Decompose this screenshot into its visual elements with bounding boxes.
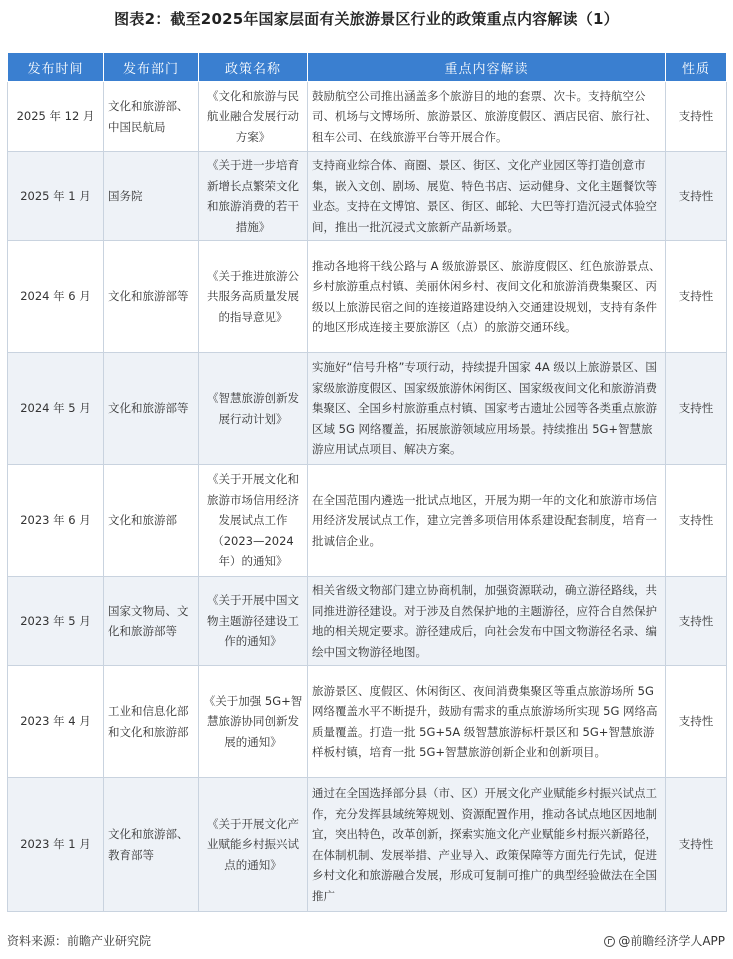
- header-nature: 性质: [666, 53, 727, 82]
- cell-nature: 支持性: [666, 241, 727, 353]
- cell-nature: 支持性: [666, 82, 727, 152]
- cell-policy-name: 《关于开展文化和旅游市场信用经济发展试点工作（2023—2024 年）的通知》: [199, 465, 308, 577]
- table-row: [8, 778, 727, 912]
- header-key-content: 重点内容解读: [308, 53, 666, 82]
- cell-policy-name: 《关于开展文化产业赋能乡村振兴试点的通知》: [199, 778, 308, 912]
- cell-nature: 支持性: [666, 577, 727, 666]
- brand-credit-text: @前瞻经济学人APP: [618, 934, 725, 948]
- header-date: 发布时间: [8, 53, 104, 82]
- cell-dept: 文化和旅游部、中国民航局: [104, 82, 199, 152]
- cell-key-content: 通过在全国选择部分县（市、区）开展文化产业赋能乡村振兴试点工作，充分发挥县域统筹规划、资源配置作用，推动各试点地区因地制宜，突出特色，改革创新，探索实施文化产业赋能乡村振兴新路径，在体制机制、发展举措、产业导入、政策保障等方面先行先试，促进乡村文化和旅游融合发展，形成可复制可推广的典型经验做法在全国推广: [308, 778, 666, 912]
- cell-nature: 支持性: [666, 465, 727, 577]
- cell-dept: 国家文物局、文化和旅游部等: [104, 577, 199, 666]
- table-row: [8, 465, 727, 577]
- cell-nature: 支持性: [666, 778, 727, 912]
- header-dept: 发布部门: [104, 53, 199, 82]
- source-note: 资料来源：前瞻产业研究院: [7, 934, 152, 948]
- cell-policy-name: 《关于开展中国文物主题游径建设工作的通知》: [199, 577, 308, 666]
- brand-credit: [604, 932, 725, 949]
- cell-date: 2023 年 4 月: [8, 666, 104, 778]
- cell-date: 2024 年 6 月: [8, 241, 104, 353]
- table-header-row: [8, 53, 727, 82]
- cell-date: 2025 年 1 月: [8, 152, 104, 241]
- cell-dept: 文化和旅游部、教育部等: [104, 778, 199, 912]
- table-row: [8, 666, 727, 778]
- cell-dept: 文化和旅游部: [104, 465, 199, 577]
- cell-nature: 支持性: [666, 353, 727, 465]
- cell-key-content: 支持商业综合体、商圈、景区、街区、文化产业园区等打造创意市集，嵌入文创、剧场、展览、特色书店、运动健身、文化主题餐饮等业态。支持在文博馆、景区、街区、邮轮、大巴等打造沉浸式体验空间，推出一批沉浸式文旅新产品新场景。: [308, 152, 666, 241]
- page-title: 图表2：截至2025年国家层面有关旅游景区行业的政策重点内容解读（1）: [114, 10, 619, 28]
- header-policy-name: 政策名称: [199, 53, 308, 82]
- cell-key-content: 相关省级文物部门建立协商机制，加强资源联动，确立游径路线，共同推进游径建设。对于涉及自然保护地的主题游径，应符合自然保护地的相关规定要求。游径建成后，向社会发布中国文物游径名录、编绘中国文物游径地图。: [308, 577, 666, 666]
- cell-key-content: 实施好“信号升格”专项行动，持续提升国家 4A 级以上旅游景区、国家级旅游度假区、国家级旅游休闲街区、国家级夜间文化和旅游消费集聚区、全国乡村旅游重点村镇、国家考古遗址公园等各类重点旅游区域 5G 网络覆盖，拓展旅游领域应用场景。持续推出 5G+智慧旅游应用试点项目、解决方案。: [308, 353, 666, 465]
- cell-key-content: 推动各地将干线公路与 A 级旅游景区、旅游度假区、红色旅游景点、乡村旅游重点村镇、美丽休闲乡村、夜间文化和旅游消费集聚区、丙级以上旅游民宿之间的连接道路建设纳入交通建设规划，支持有条件的地区形成连接主要旅游区（点）的旅游交通环线。: [308, 241, 666, 353]
- cell-dept: 文化和旅游部等: [104, 353, 199, 465]
- cell-policy-name: 《智慧旅游创新发展行动计划》: [199, 353, 308, 465]
- cell-dept: 工业和信息化部和文化和旅游部: [104, 666, 199, 778]
- table-row: [8, 152, 727, 241]
- cell-date: 2023 年 1 月: [8, 778, 104, 912]
- table-row: [8, 241, 727, 353]
- cell-policy-name: 《关于加强 5G+智慧旅游协同创新发展的通知》: [199, 666, 308, 778]
- cell-key-content: 鼓励航空公司推出涵盖多个旅游目的地的套票、次卡。支持航空公司、机场与文博场所、旅游景区、旅游度假区、酒店民宿、旅行社、租车公司、在线旅游平台等开展合作。: [308, 82, 666, 152]
- table-row: [8, 353, 727, 465]
- cell-nature: 支持性: [666, 152, 727, 241]
- cell-dept: 文化和旅游部等: [104, 241, 199, 353]
- table-row: [8, 577, 727, 666]
- cell-key-content: 在全国范围内遴选一批试点地区，开展为期一年的文化和旅游市场信用经济发展试点工作，建立完善多项信用体系建设配套制度，培育一批诚信企业。: [308, 465, 666, 577]
- cell-policy-name: 《关于推进旅游公共服务高质量发展的指导意见》: [199, 241, 308, 353]
- cell-policy-name: 《文化和旅游与民航业融合发展行动方案》: [199, 82, 308, 152]
- cell-date: 2023 年 5 月: [8, 577, 104, 666]
- cell-date: 2024 年 5 月: [8, 353, 104, 465]
- brand-logo-icon: [604, 936, 615, 947]
- cell-nature: 支持性: [666, 666, 727, 778]
- cell-date: 2023 年 6 月: [8, 465, 104, 577]
- policy-table: [7, 52, 727, 912]
- cell-policy-name: 《关于进一步培育新增长点繁荣文化和旅游消费的若干措施》: [199, 152, 308, 241]
- cell-date: 2025 年 12 月: [8, 82, 104, 152]
- table-row: [8, 82, 727, 152]
- cell-key-content: 旅游景区、度假区、休闲街区、夜间消费集聚区等重点旅游场所 5G 网络覆盖水平不断提升，鼓励有需求的重点旅游场所实现 5G 网络高质量覆盖。打造一批 5G+5A 级智慧旅游标杆景区和 5G+智慧旅游样板村镇，培育一批 5G+智慧旅游创新企业和创新项目。: [308, 666, 666, 778]
- cell-dept: 国务院: [104, 152, 199, 241]
